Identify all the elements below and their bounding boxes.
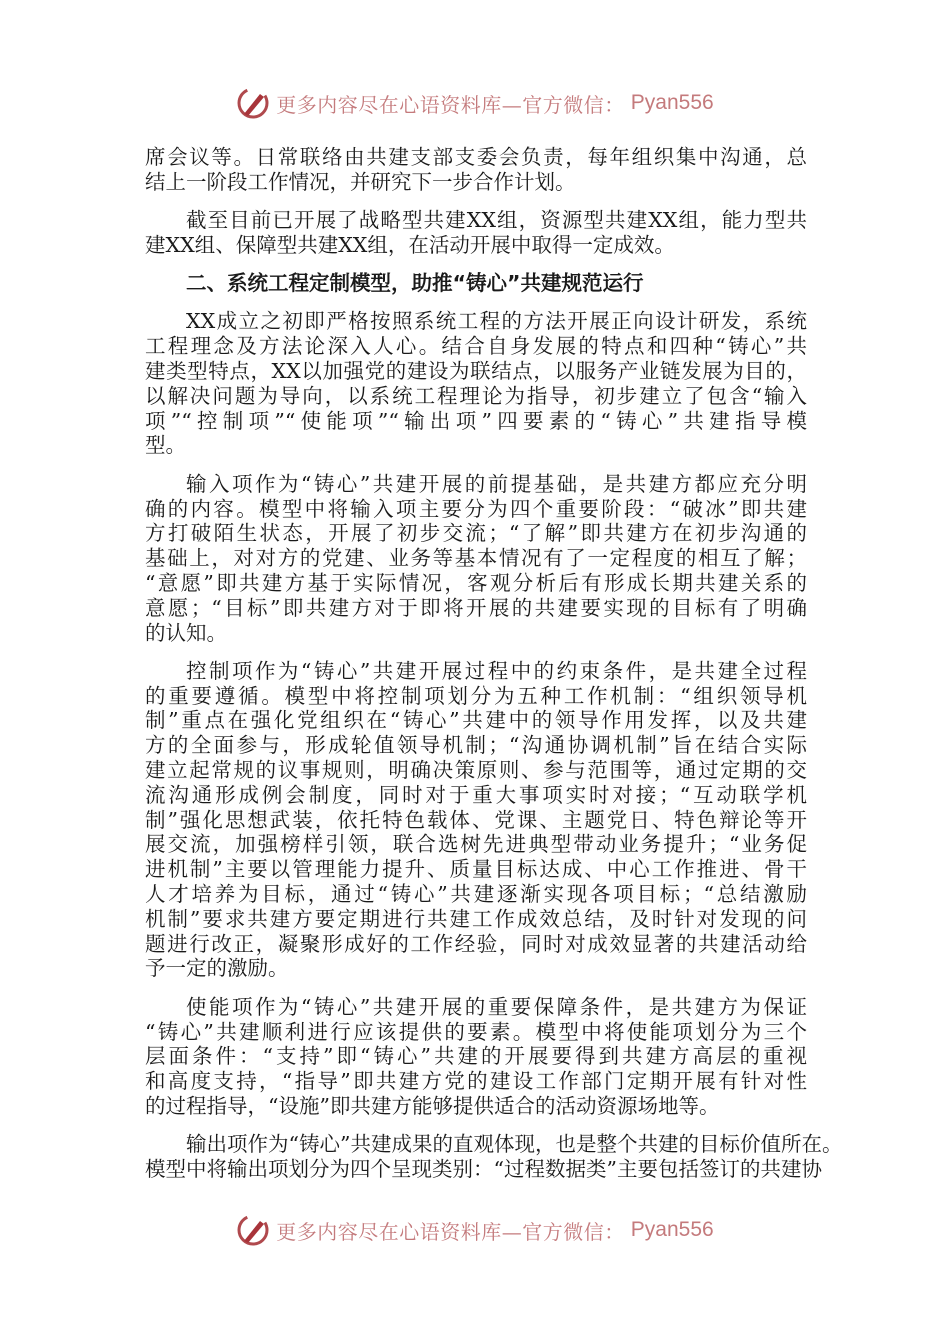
- text-line: 层面条件：“支持”即“铸心”共建的开展要得到共建方高层的重视: [145, 1044, 807, 1069]
- text-line: “铸心”共建顺利进行应该提供的要素。模型中将使能项划分为三个: [145, 1019, 807, 1044]
- text-line: 的过程指导，“设施”即共建方能够提供适合的活动资源场地等。: [145, 1093, 720, 1118]
- watermark-id: Pyan556: [630, 1218, 714, 1241]
- text-line: 予一定的激励。: [145, 956, 289, 981]
- text-line: 展交流，加强榜样引领，联合选树先进典型带动业务提升；“业务促: [145, 832, 807, 857]
- text-line: 制”重点在强化党组织在“铸心”共建中的领导作用发挥，以及共建: [145, 708, 807, 733]
- text-line: 项”“控制项”“使能项”“输出项”四要素的“铸心”共建指导模: [145, 408, 807, 433]
- section-heading: 二、系统工程定制模型，助推“铸心”共建规范运行: [186, 271, 644, 296]
- text-line: 机制”要求共建方要定期进行共建工作成效总结，及时针对发现的问: [145, 906, 807, 931]
- text-line: 以解决问题为导向，以系统工程理论为指导，初步建立了包含“输入: [145, 383, 807, 408]
- text-line: 方的全面参与，形成轮值领导机制；“沟通协调机制”旨在结合实际: [145, 733, 807, 758]
- text-line: 方打破陌生状态，开展了初步交流；“了解”即共建方在初步沟通的: [145, 521, 807, 546]
- text-line: 输出项作为“铸心”共建成果的直观体现，也是整个共建的目标价值所在。: [186, 1132, 843, 1157]
- text-line: 工程理念及方法论深入人心。结合自身发展的特点和四种“铸心”共: [145, 334, 807, 359]
- text-line: 结上一阶段工作情况，并研究下一步合作计划。: [145, 169, 576, 194]
- document-body: [145, 145, 843, 1182]
- text-line: 建XX组、保障型共建XX组，在活动开展中取得一定成效。: [145, 232, 675, 257]
- text-line: 模型中将输出项划分为四个呈现类别：“过程数据类”主要包括签订的共建协: [145, 1156, 822, 1181]
- text-line: 建类型特点，XX以加强党的建设为联结点，以服务产业链发展为目的，: [145, 359, 807, 384]
- paragraph: [145, 145, 807, 195]
- text-line: 的重要遵循。模型中将控制项划分为五种工作机制：“组织领导机: [145, 683, 807, 708]
- pen-logo-icon: [236, 86, 270, 120]
- text-line: 的认知。: [145, 620, 227, 645]
- text-line: 控制项作为“铸心”共建开展过程中的约束条件，是共建全过程: [186, 658, 807, 683]
- text-line: 确的内容。模型中将输入项主要分为四个重要阶段：“破冰”即共建: [145, 496, 807, 521]
- pen-logo-icon: [236, 1213, 270, 1247]
- text-line: 制”强化思想武装，依托特色载体、党课、主题党日、特色辩论等开: [145, 807, 807, 832]
- watermark-text: 更多内容尽在心语资料库—官方微信：: [276, 1219, 625, 1244]
- watermark-footer: [0, 1213, 950, 1247]
- text-line: 型。: [145, 433, 186, 458]
- watermark-id: Pyan556: [630, 91, 714, 114]
- paragraph: [145, 472, 807, 646]
- paragraph: [145, 659, 807, 981]
- text-line: 使能项作为“铸心”共建开展的重要保障条件，是共建方为保证: [186, 994, 807, 1019]
- paragraph: [145, 309, 807, 458]
- paragraph: [145, 1132, 843, 1182]
- paragraph: [145, 208, 807, 258]
- text-line: 人才培养为目标，通过“铸心”共建逐渐实现各项目标；“总结激励: [145, 882, 807, 907]
- text-line: 建立起常规的议事规则，明确决策原则、参与范围等，通过定期的交: [145, 758, 807, 783]
- text-line: 进机制”主要以管理能力提升、质量目标达成、中心工作推进、骨干: [145, 857, 807, 882]
- text-line: 席会议等。日常联络由共建支部支委会负责，每年组织集中沟通，总: [145, 145, 807, 169]
- text-line: 输入项作为“铸心”共建开展的前提基础，是共建方都应充分明: [186, 471, 807, 496]
- watermark-text: 更多内容尽在心语资料库—官方微信：: [276, 92, 625, 117]
- text-line: 截至目前已开展了战略型共建XX组，资源型共建XX组，能力型共: [186, 208, 807, 233]
- text-line: 题进行改正，凝聚形成好的工作经验，同时对成效显著的共建活动给: [145, 931, 807, 956]
- text-line: XX成立之初即严格按照系统工程的方法开展正向设计研发，系统: [186, 309, 807, 334]
- text-line: 意愿；“目标”即共建方对于即将开展的共建要实现的目标有了明确: [145, 595, 807, 620]
- text-line: 和高度支持，“指导”即共建方党的建设工作部门定期开展有针对性: [145, 1069, 807, 1094]
- text-line: 流沟通形成例会制度，同时对于重大事项实时对接；“互动联学机: [145, 782, 807, 807]
- paragraph: [145, 995, 807, 1119]
- text-line: 基础上，对对方的党建、业务等基本情况有了一定程度的相互了解；: [145, 546, 807, 571]
- watermark-header: [0, 86, 950, 120]
- text-line: “意愿”即共建方基于实际情况，客观分析后有形成长期共建关系的: [145, 570, 807, 595]
